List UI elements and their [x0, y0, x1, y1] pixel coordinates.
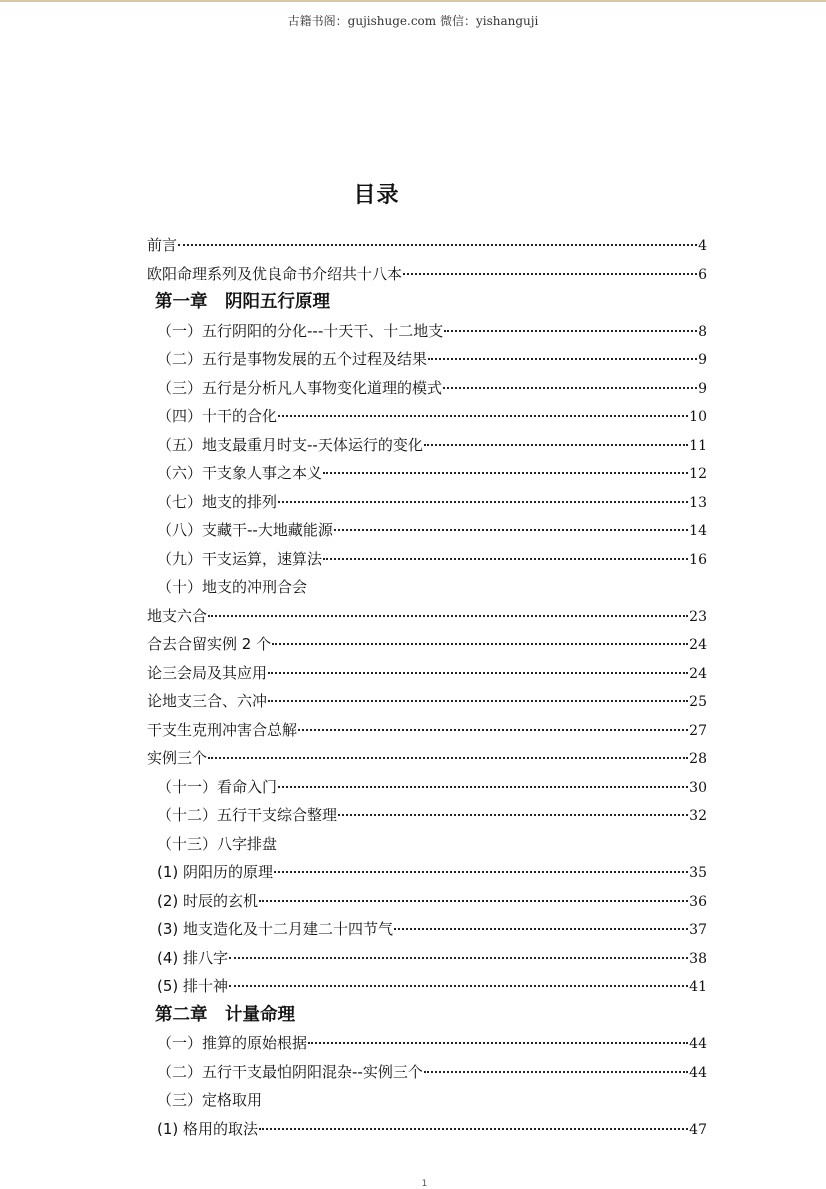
toc-entry-title: (4) 排八字 — [157, 948, 229, 967]
toc-entry — [147, 260, 707, 289]
toc-entry — [147, 915, 707, 944]
toc-entry — [147, 231, 707, 260]
toc-entry-title: （八）支藏干--大地藏能源 — [157, 521, 333, 539]
toc-entry-title: (2) 时辰的玄机 — [157, 891, 259, 910]
toc-entry-title: （一）五行阴阳的分化---十天干、十二地支 — [157, 321, 444, 340]
toc-entry-title: 论地支三合、六冲 — [147, 692, 268, 710]
toc-dot-leader — [278, 501, 688, 503]
toc-entry-title: 实例三个 — [147, 749, 208, 767]
toc-entry-title: （十二）五行干支综合整理 — [157, 806, 338, 824]
toc-entry — [147, 345, 707, 374]
top-rule — [0, 0, 826, 2]
toc-dot-leader — [278, 786, 688, 788]
toc-page-number: 28 — [689, 751, 707, 767]
toc-dot-leader — [178, 244, 697, 246]
toc-dot-leader — [428, 358, 697, 360]
toc-dot-leader — [268, 672, 688, 674]
toc-page-number: 32 — [689, 808, 707, 824]
toc-entry-title: （四）十干的合化 — [157, 407, 278, 425]
toc-entry-title: (1) 阴阳历的原理 — [157, 863, 274, 881]
toc-entry — [147, 830, 707, 859]
toc-entry-title: （二）五行干支最怕阴阳混杂--实例三个 — [157, 1062, 423, 1081]
toc-entry — [147, 402, 707, 431]
toc-page-number: 24 — [689, 665, 707, 682]
toc-dot-leader — [394, 928, 688, 930]
toc-dot-leader — [259, 1128, 688, 1130]
toc-page-number: 36 — [689, 893, 707, 910]
toc-dot-leader — [443, 387, 697, 389]
toc-dot-leader — [229, 985, 688, 987]
toc-entry — [147, 1086, 707, 1115]
toc-dot-leader — [229, 957, 688, 959]
toc-entry-title: （二）五行是事物发展的五个过程及结果 — [157, 350, 428, 368]
toc-entry — [147, 972, 707, 1001]
toc-page-number: 38 — [689, 950, 707, 967]
toc-entry-title: 干支生克刑冲害合总解 — [147, 720, 298, 739]
toc-page-number: 35 — [689, 865, 707, 881]
toc-page-number: 25 — [689, 694, 707, 710]
page-header: 古籍书阁：gujishuge.com 微信：yishanguji — [287, 14, 539, 28]
toc-entry-title: （九）干支运算，速算法 — [157, 549, 323, 568]
toc-dot-leader — [323, 558, 688, 560]
toc-dot-leader — [208, 615, 688, 617]
toc-page-number: 12 — [689, 466, 707, 482]
toc-entry-title: （十三）八字排盘 — [157, 834, 278, 853]
toc-entry — [147, 944, 707, 973]
toc-entry — [147, 431, 707, 460]
toc-entry-title: (3) 地支造化及十二月建二十四节气 — [157, 920, 394, 938]
table-of-contents — [147, 231, 707, 1143]
toc-entry — [147, 773, 707, 802]
toc-dot-leader — [334, 529, 688, 531]
toc-entry-title: (1) 格用的取法 — [157, 1119, 259, 1138]
toc-entry — [147, 602, 707, 631]
toc-entry — [147, 630, 707, 659]
toc-entry-title: 论三会局及其应用 — [147, 663, 268, 682]
toc-page-number: 44 — [689, 1064, 707, 1081]
toc-entry — [147, 744, 707, 773]
toc-chapter-heading — [147, 1001, 707, 1030]
toc-dot-leader — [278, 415, 688, 417]
toc-page-number: 9 — [698, 352, 707, 368]
toc-dot-leader — [424, 1071, 688, 1073]
toc-entry — [147, 459, 707, 488]
toc-entry-title: （一）推算的原始根据 — [157, 1034, 308, 1052]
toc-page-number: 10 — [689, 409, 707, 425]
toc-entry-title: 欧阳命理系列及优良命书介绍共十八本 — [147, 264, 403, 283]
toc-entry-title: （六）干支象人事之本义 — [157, 464, 323, 482]
toc-dot-leader — [274, 871, 688, 873]
toc-page-number: 11 — [689, 437, 707, 454]
toc-entry — [147, 687, 707, 716]
toc-entry — [147, 858, 707, 887]
toc-entry — [147, 488, 707, 517]
toc-dot-leader — [208, 757, 688, 759]
toc-page-number: 6 — [698, 266, 707, 283]
toc-entry-title: （三）五行是分析凡人事物变化道理的模式 — [157, 378, 443, 397]
toc-entry — [147, 887, 707, 916]
toc-entry — [147, 516, 707, 545]
toc-dot-leader — [338, 814, 688, 816]
toc-entry — [147, 317, 707, 346]
toc-page-number: 30 — [689, 779, 707, 796]
toc-page-number: 24 — [689, 637, 707, 653]
toc-page-number: 41 — [689, 979, 707, 995]
toc-page-number: 23 — [689, 608, 707, 625]
toc-dot-leader — [424, 444, 688, 446]
toc-entry — [147, 573, 707, 602]
toc-dot-leader — [298, 729, 688, 731]
toc-entry-title: （三）定格取用 — [157, 1091, 263, 1109]
toc-page-number: 44 — [689, 1036, 707, 1052]
toc-page-number: 14 — [689, 523, 707, 539]
toc-entry-title: 第二章 计量命理 — [155, 1004, 295, 1025]
toc-dot-leader — [259, 900, 688, 902]
toc-entry — [147, 1029, 707, 1058]
toc-dot-leader — [403, 273, 697, 275]
toc-entry-title: （十）地支的冲刑合会 — [157, 578, 308, 596]
toc-page-number: 47 — [689, 1121, 707, 1138]
toc-page-number: 4 — [698, 238, 707, 254]
toc-entry-title: 第一章 阴阳五行原理 — [155, 292, 330, 312]
toc-entry — [147, 1115, 707, 1144]
toc-entry-title: 前言 — [147, 236, 178, 254]
toc-chapter-heading — [147, 288, 707, 317]
toc-entry-title: 合去合留实例 2 个 — [147, 635, 272, 653]
toc-dot-leader — [272, 643, 688, 645]
toc-entry — [147, 374, 707, 403]
toc-entry — [147, 801, 707, 830]
toc-entry-title: (5) 排十神 — [157, 977, 229, 995]
toc-dot-leader — [323, 472, 688, 474]
toc-dot-leader — [308, 1042, 688, 1044]
toc-entry — [147, 545, 707, 574]
toc-entry-title: 地支六合 — [147, 606, 208, 625]
toc-page-number: 27 — [689, 722, 707, 739]
toc-dot-leader — [268, 700, 688, 702]
toc-entry — [147, 659, 707, 688]
page-title: 目录 — [353, 183, 400, 208]
toc-dot-leader — [444, 330, 697, 332]
toc-entry — [147, 1058, 707, 1087]
toc-entry — [147, 716, 707, 745]
toc-entry-title: （七）地支的排列 — [157, 492, 278, 511]
toc-entry-title: （五）地支最重月时支--天体运行的变化 — [157, 435, 423, 454]
toc-page-number: 16 — [689, 551, 707, 568]
toc-entry-title: （十一）看命入门 — [157, 777, 278, 796]
page-number: 1 — [421, 1179, 428, 1189]
toc-page-number: 9 — [698, 380, 707, 397]
toc-page-number: 37 — [689, 922, 707, 938]
toc-page-number: 13 — [689, 494, 707, 511]
toc-page-number: 8 — [698, 323, 707, 340]
